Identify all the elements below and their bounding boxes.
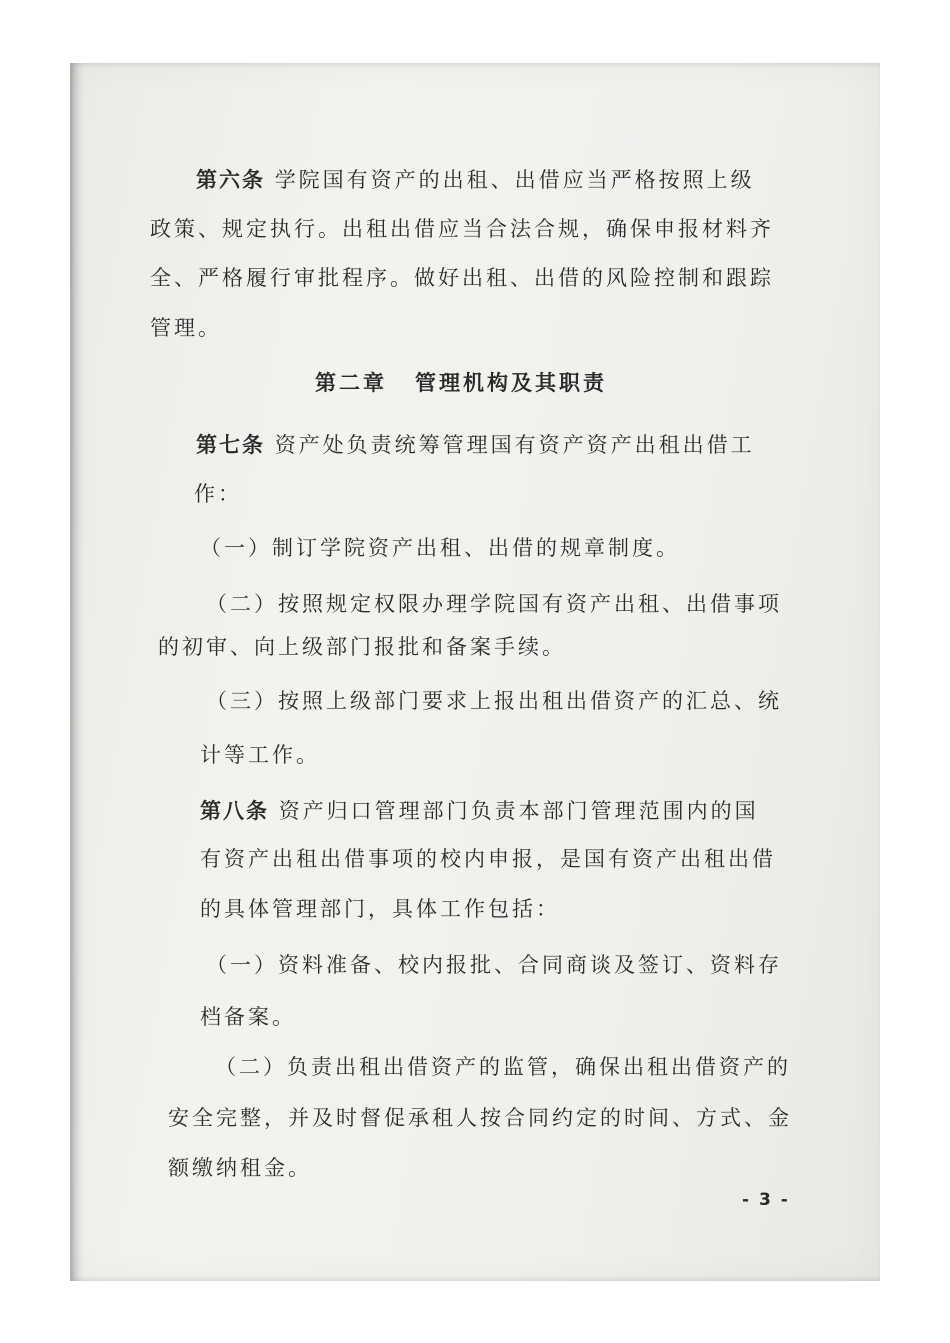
- article-8-first-line: 第八条 资产归口管理部门负责本部门管理范围内的国: [200, 799, 759, 823]
- article-6-line-4: 管理。: [150, 316, 222, 340]
- scanned-page: [70, 63, 880, 1281]
- article-8-line-3: 的具体管理部门，具体工作包括：: [200, 897, 560, 921]
- article-7-line-2: 作：: [194, 482, 242, 506]
- article-7-item-3-line-1: （三）按照上级部门要求上报出租出借资产的汇总、统: [206, 689, 782, 713]
- article-8-item-2-line-3: 额缴纳租金。: [168, 1156, 312, 1180]
- article-8-label: 第八条: [200, 799, 269, 823]
- article-8-item-2-line-2: 安全完整，并及时督促承租人按合同约定的时间、方式、金: [168, 1106, 792, 1130]
- article-8-item-2-line-1: （二）负责出租出借资产的监管，确保出租出借资产的: [215, 1055, 791, 1079]
- article-7-label: 第七条: [196, 433, 265, 457]
- article-6-line-3: 全、严格履行审批程序。做好出租、出借的风险控制和跟踪: [150, 266, 774, 290]
- article-7-item-3-line-2: 计等工作。: [200, 743, 320, 767]
- chapter-number: 第二章: [315, 371, 387, 395]
- article-7-item-1: （一）制订学院资产出租、出借的规章制度。: [200, 536, 680, 560]
- article-8-item-1-line-2: 档备案。: [200, 1005, 296, 1029]
- chapter-heading: [315, 368, 607, 398]
- chapter-title: 管理机构及其职责: [415, 371, 607, 395]
- article-7-first-line: 第七条 资产处负责统筹管理国有资产资产出租出借工: [196, 433, 755, 457]
- article-7-item-2-line-2: 的初审、向上级部门报批和备案手续。: [158, 635, 566, 659]
- page-number: - 3 -: [742, 1190, 790, 1210]
- article-8-line-2: 有资产出租出借事项的校内申报，是国有资产出租出借: [200, 847, 776, 871]
- article-8-item-1-line-1: （一）资料准备、校内报批、合同商谈及签订、资料存: [206, 953, 782, 977]
- article-6-line-2: 政策、规定执行。出租出借应当合法合规，确保申报材料齐: [150, 217, 774, 241]
- article-6-first-line: 第六条 学院国有资产的出租、出借应当严格按照上级: [196, 168, 755, 192]
- article-6-label: 第六条: [196, 168, 265, 192]
- article-7-item-2-line-1: （二）按照规定权限办理学院国有资产出租、出借事项: [206, 592, 782, 616]
